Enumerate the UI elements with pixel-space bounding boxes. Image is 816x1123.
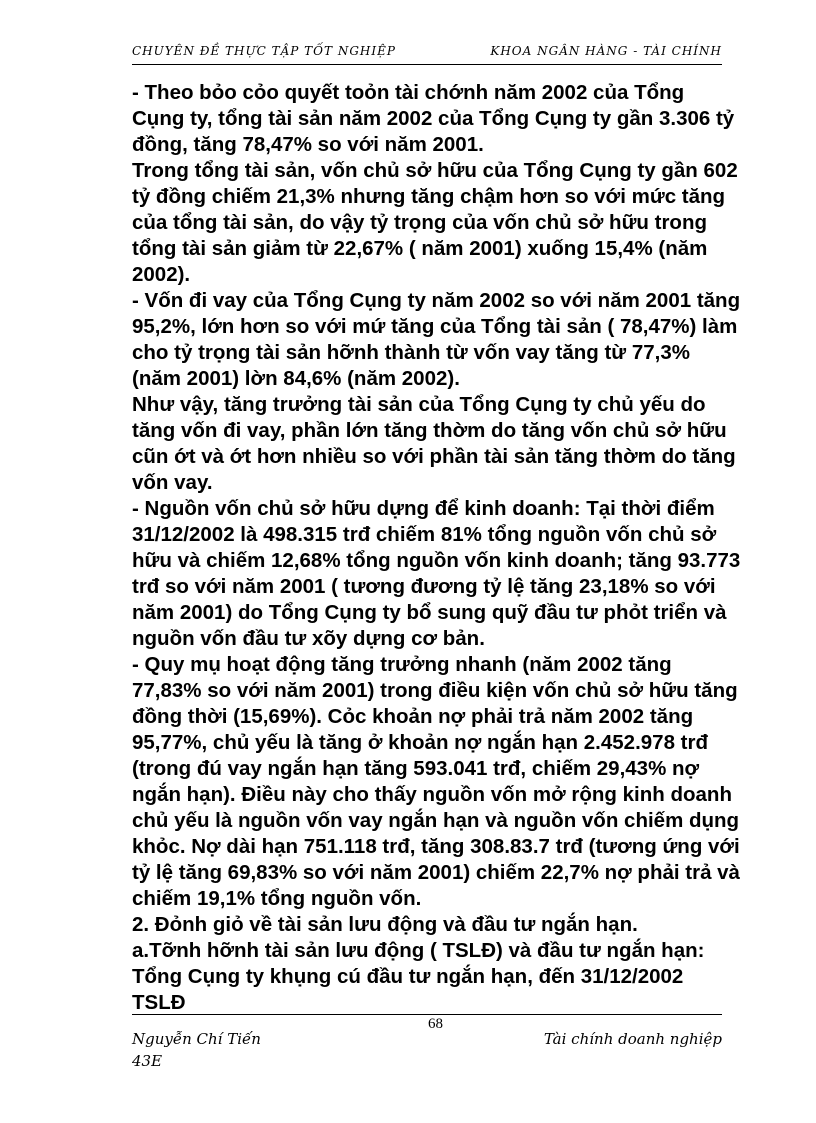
paragraph-3: - Vốn đi vay của Tổng Cụng ty năm 2002 so với năm 2001 tăng 95,2%, lớn hơn so với mứ tăng của Tổng tài sản ( 78,47%) làm cho tỷ trọng tài sản hỡnh thành từ vốn vay tăng từ 77,3% (năm 2001) lờn 84,6% (năm 2002). [132,289,741,390]
footer-author [132,1028,261,1072]
author-class: 43E [132,1052,163,1070]
page-header [132,40,722,65]
header-left-title: CHUYÊN ĐỀ THỰC TẬP TỐT NGHIỆP [132,44,396,58]
paragraph-5: - Nguồn vốn chủ sở hữu dựng để kinh doanh: Tại thời điểm 31/12/2002 là 498.315 trđ chiếm 81% tổng nguồn vốn chủ sở hữu và chiếm 12,68% tổng nguồn vốn kinh doanh; tăng 93.773 trđ so với năm 2001 ( tương đương tỷ lệ tăng 23,18% so với năm 2001) do Tổng Cụng ty bổ sung quỹ đầu tư phỏt triển và nguồn vốn đầu tư xõy dựng cơ bản. [132,497,741,650]
page-number: 68 [428,1016,443,1032]
document-body [132,80,742,1016]
footer-subject: Tài chính doanh nghiệp [543,1030,722,1048]
author-name: Nguyễn Chí Tiến [132,1030,261,1048]
paragraph-8: a.Tỡnh hỡnh tài sản lưu động ( TSLĐ) và đầu tư ngắn hạn: Tổng Cụng ty khụng cú đầu tư ngắn hạn, đến 31/12/2002 TSLĐ [132,939,705,1014]
paragraph-6: - Quy mụ hoạt động tăng trưởng nhanh (năm 2002 tăng 77,83% so với năm 2001) trong điều kiện vốn chủ sở hữu tăng đồng thời (15,69%). Cỏc khoản nợ phải trả năm 2002 tăng 95,77%, chủ yếu là tăng ở khoản nợ ngắn hạn 2.452.978 trđ (trong đú vay ngắn hạn tăng 593.041 trđ, chiếm 29,43% nợ ngắn hạn). Điều này cho thấy nguồn vốn mở rộng kinh doanh chủ yếu là nguồn vốn vay ngắn hạn và nguồn vốn chiếm dụng khỏc. Nợ dài hạn 751.118 trđ, tăng 308.83.7 trđ (tương ứng với tỷ lệ tăng 69,83% so với năm 2001) chiếm 22,7% nợ phải trả và chiếm 19,1% tổng nguồn vốn. [132,653,740,910]
header-right-title: KHOA NGÂN HÀNG - TÀI CHÍNH [490,44,722,58]
footer-divider [132,1014,722,1015]
paragraph-4: Như vậy, tăng trưởng tài sản của Tổng Cụng ty chủ yếu do tăng vốn đi vay, phần lớn tăng thờm do tăng vốn chủ sở hữu cũn ớt và ớt hơn nhiều so với phần tài sản tăng thờm do tăng vốn vay. [132,393,736,494]
paragraph-2: Trong tổng tài sản, vốn chủ sở hữu của Tổng Cụng ty gần 602 tỷ đồng chiếm 21,3% nhưng tăng chậm hơn so với mức tăng của tổng tài sản, do vậy tỷ trọng của vốn chủ sở hữu trong tổng tài sản giảm từ 22,67% ( năm 2001) xuống 15,4% (năm 2002). [132,159,738,286]
paragraph-7: 2. Đỏnh giỏ về tài sản lưu động và đầu tư ngắn hạn. [132,913,638,936]
paragraph-1: - Theo bỏo cỏo quyết toỏn tài chớnh năm 2002 của Tổng Cụng ty, tổng tài sản năm 2002 của Tổng Cụng ty gần 3.306 tỷ đồng, tăng 78,47% so với năm 2001. [132,81,735,156]
